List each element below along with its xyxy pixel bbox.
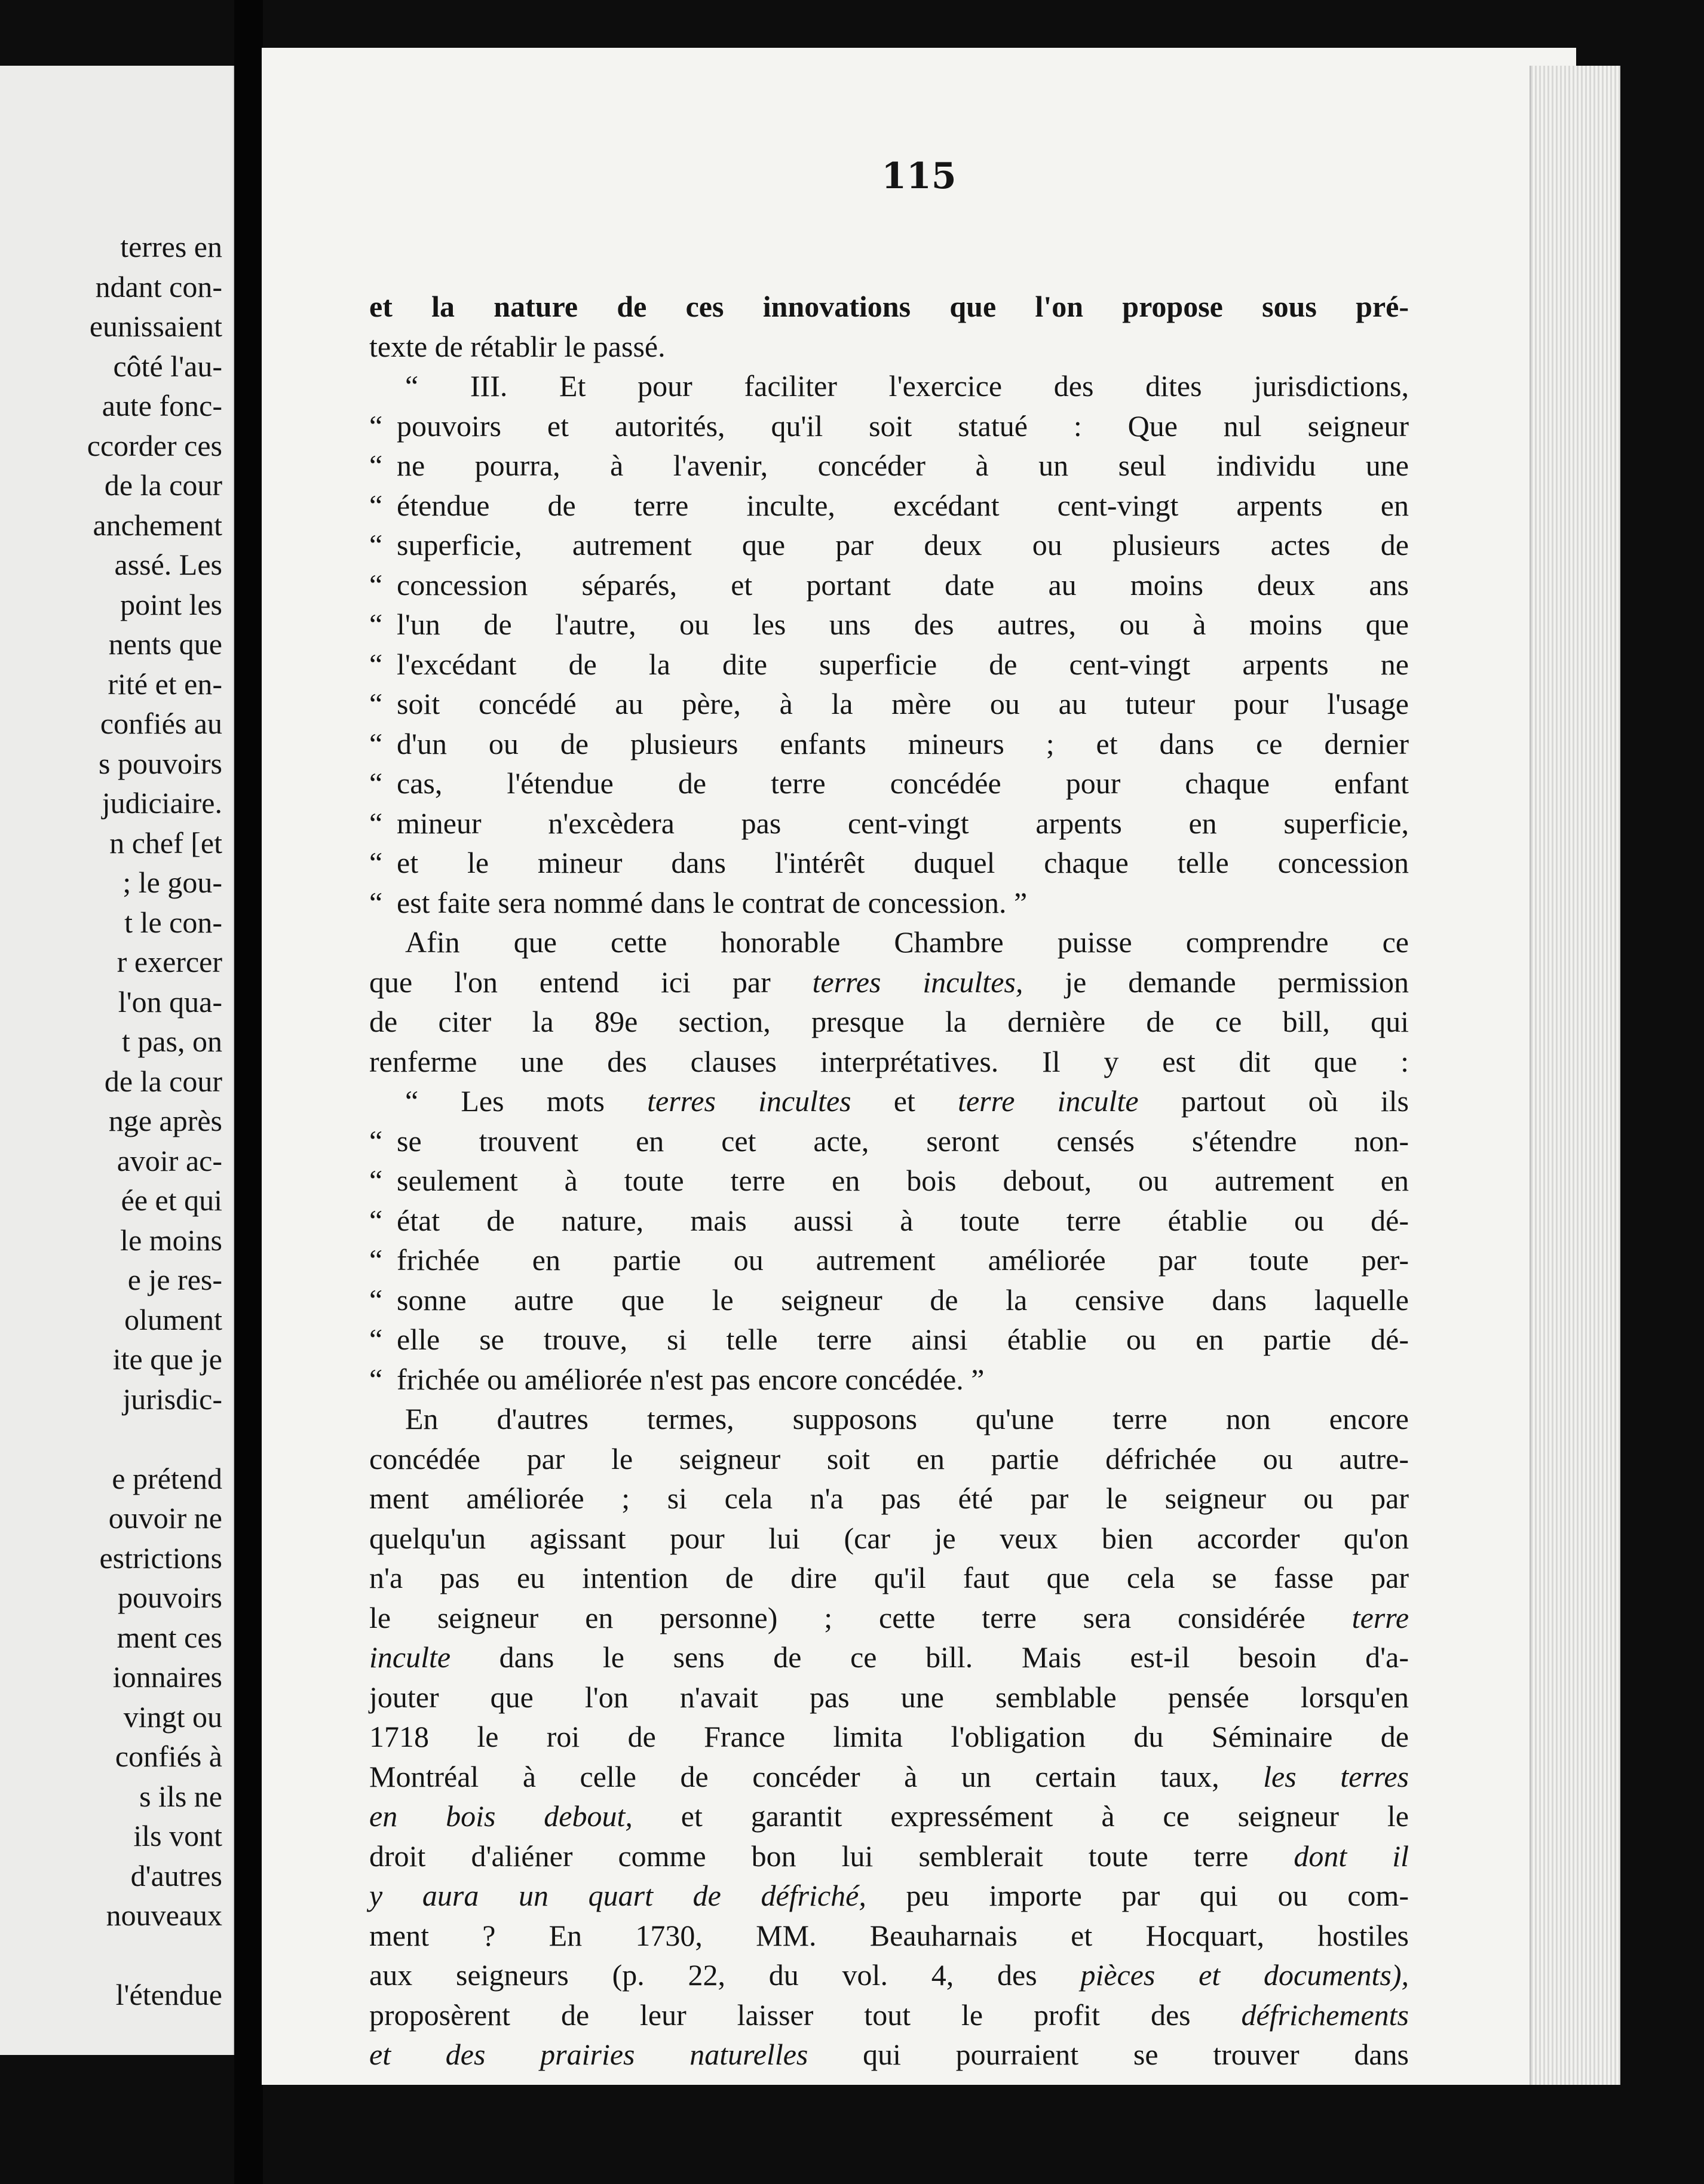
text-line: proposèrent de leur laisser tout le profit des défrichements (369, 1998, 1409, 2032)
left-page-text (0, 227, 222, 2015)
quoted-line: “ mineur n'excèdera pas cent-vingt arpents en superficie, (369, 806, 1409, 840)
quoted-line: “ état de nature, mais aussi à toute terre établie ou dé- (369, 1203, 1409, 1237)
text-line: Afin que cette honorable Chambre puisse comprendre ce (405, 925, 1409, 959)
text-line: aux seigneurs (p. 22, du vol. 4, des pièces et documents), (369, 1958, 1409, 1992)
text-line: n'a pas eu intention de dire qu'il faut que cela se fasse par (369, 1561, 1409, 1594)
quoted-line: “ frichée en partie ou autrement améliorée par toute per- (369, 1243, 1409, 1277)
text-line: ment ? En 1730, MM. Beauharnais et Hocquart, hostiles (369, 1918, 1409, 1952)
quoted-line: “ se trouvent en cet acte, seront censés s'étendre non- (369, 1124, 1409, 1158)
left-line: e je res- (127, 1263, 222, 1296)
left-page (0, 66, 235, 2055)
left-line: avoir ac- (117, 1143, 222, 1177)
left-line: jurisdic- (122, 1382, 222, 1416)
left-line: nents que (108, 627, 222, 661)
left-line: aute fonc- (102, 389, 222, 422)
quoted-line: “ pouvoirs et autorités, qu'il soit statué : Que nul seigneur (369, 409, 1409, 443)
text-line: y aura un quart de défriché, peu importe par qui ou com- (369, 1879, 1409, 1912)
text-line: et la nature de ces innovations que l'on propose sous pré- (369, 290, 1409, 323)
left-line: ndant con- (95, 269, 222, 303)
text-line: droit d'aliéner comme bon lui semblerait toute terre dont il (369, 1839, 1409, 1873)
body-text (369, 287, 1409, 2075)
left-line: rité et en- (108, 667, 222, 701)
left-line: l'on qua- (118, 984, 222, 1019)
text-line: que l'on entend ici par terres incultes, je demande permission (369, 965, 1409, 999)
left-line: ionnaires (112, 1660, 222, 1694)
quoted-line: “ superficie, autrement que par deux ou plusieurs actes de (369, 528, 1409, 562)
text-line: renferme une des clauses interprétatives. Il y est dit que : (369, 1044, 1409, 1078)
left-line: ouvoir ne (108, 1501, 222, 1535)
left-line: eunissaient (89, 309, 222, 343)
left-line: r exercer (117, 945, 222, 978)
left-line: s pouvoirs (99, 746, 222, 780)
page-number: 115 (881, 155, 957, 197)
left-line: de la cour (104, 468, 222, 502)
left-line: d'autres (130, 1858, 222, 1892)
left-line: confiés à (115, 1740, 222, 1773)
text-line: 1718 le roi de France limita l'obligation du Séminaire de (369, 1720, 1409, 1753)
left-line: pouvoirs (118, 1581, 222, 1614)
quoted-line: “ cas, l'étendue de terre concédée pour chaque enfant (369, 766, 1409, 800)
page-edges (1530, 66, 1620, 2085)
text-line: En d'autres termes, supposons qu'une terre non encore (405, 1402, 1409, 1435)
text-line: ment améliorée ; si cela n'a pas été par le seigneur ou par (369, 1481, 1409, 1515)
left-line: t pas, on (121, 1024, 222, 1058)
text-line: en bois debout, et garantit expressément à ce seigneur le (369, 1799, 1409, 1833)
left-line: ils vont (133, 1819, 222, 1852)
left-line: olument (124, 1302, 222, 1336)
book-gutter (234, 0, 263, 2184)
left-line: le moins (120, 1223, 222, 1257)
left-line: judiciaire. (102, 786, 222, 820)
text-line: “ III. Et pour faciliter l'exercice des dites jurisdictions, (405, 369, 1409, 403)
text-line: quelqu'un agissant pour lui (car je veux bien accorder qu'on (369, 1521, 1409, 1555)
left-line: n chef [et (109, 826, 222, 860)
quoted-line: “ d'un ou de plusieurs enfants mineurs ; et dans ce dernier (369, 726, 1409, 760)
right-page (262, 48, 1576, 2085)
text-line: inculte dans le sens de ce bill. Mais est-il besoin d'a- (369, 1640, 1409, 1674)
left-line: ite que je (112, 1342, 222, 1376)
quoted-line: “ elle se trouve, si telle terre ainsi établie ou en partie dé- (369, 1323, 1409, 1356)
text-line: “ Les mots terres incultes et terre inculte partout où ils (405, 1084, 1409, 1118)
quoted-line: “ étendue de terre inculte, excédant cent-vingt arpents en (369, 488, 1409, 522)
quoted-line: “ est faite sera nommé dans le contrat de concession. ” (369, 885, 1028, 919)
text-line: Montréal à celle de concéder à un certain taux, les terres (369, 1759, 1409, 1793)
left-line: point les (120, 587, 222, 621)
quoted-line: “ frichée ou améliorée n'est pas encore concédée. ” (369, 1362, 985, 1396)
left-line: l'étendue (115, 1978, 222, 2011)
left-line: terres en (120, 230, 222, 263)
quoted-line: “ sonne autre que le seigneur de la censive dans laquelle (369, 1283, 1409, 1317)
left-line: côté l'au- (113, 349, 222, 383)
quoted-line: “ et le mineur dans l'intérêt duquel chaque telle concession (369, 846, 1409, 879)
left-line: s ils ne (139, 1779, 222, 1813)
left-line: nge après (108, 1104, 222, 1137)
quoted-line: “ soit concédé au père, à la mère ou au tuteur pour l'usage (369, 687, 1409, 720)
quoted-line: “ l'un de l'autre, ou les uns des autres, ou à moins que (369, 608, 1409, 641)
left-line: vingt ou (123, 1700, 222, 1734)
left-line: de la cour (104, 1064, 222, 1098)
quoted-line: “ concession séparés, et portant date au moins deux ans (369, 568, 1409, 602)
left-line: ée et qui (121, 1183, 222, 1217)
left-line: ; le gou- (122, 866, 222, 899)
text-line: concédée par le seigneur soit en partie défrichée ou autre- (369, 1441, 1409, 1476)
text-line: texte de rétablir le passé. (369, 329, 666, 363)
text-line: le seigneur en personne) ; cette terre sera considérée terre (369, 1600, 1409, 1634)
left-line: estrictions (99, 1541, 222, 1575)
left-line: nouveaux (106, 1898, 222, 1932)
left-line-gap (0, 1419, 222, 1459)
text-line: de citer la 89e section, presque la dernière de ce bill, qui (369, 1005, 1409, 1038)
text-line: et des prairies naturelles qui pourraient se trouver dans (369, 2038, 1409, 2071)
left-line-gap (0, 1935, 222, 1976)
left-line: confiés au (100, 707, 222, 740)
left-line: anchement (93, 508, 222, 542)
left-line: t le con- (124, 905, 222, 939)
quoted-line: “ l'excédant de la dite superficie de cent-vingt arpents ne (369, 647, 1409, 681)
left-line: assé. Les (114, 548, 222, 581)
left-line: ment ces (117, 1620, 222, 1654)
quoted-line: “ ne pourra, à l'avenir, concéder à un seul individu une (369, 449, 1409, 482)
quoted-line: “ seulement à toute terre en bois debout, ou autrement en (369, 1164, 1409, 1197)
left-line: ccorder ces (87, 428, 222, 462)
left-line: e prétend (112, 1461, 222, 1495)
text-line: jouter que l'on n'avait pas une semblable pensée lorsqu'en (369, 1680, 1409, 1714)
